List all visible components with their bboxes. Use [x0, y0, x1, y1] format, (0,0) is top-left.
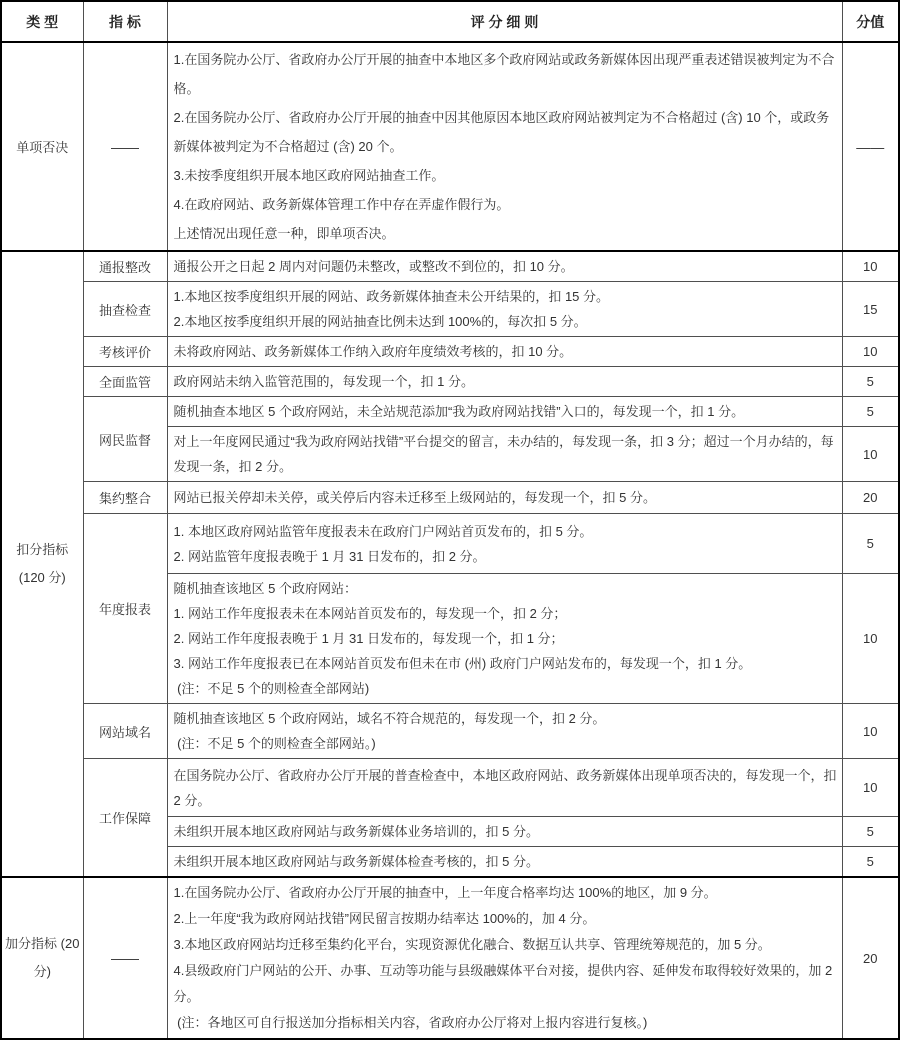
veto-detail-cell — [167, 42, 842, 251]
detail-line: 对上一年度网民通过“我为政府网站找错”平台提交的留言，未办结的，每发现一条，扣 3 分；超过一个月办结的，每发现一条，扣 2 分。 — [173, 434, 834, 474]
detail-line: 随机抽查该地区 5 个政府网站，域名不符合规范的，每发现一个，扣 2 分。 — [173, 711, 606, 726]
detail-line: 3. 网站工作年度报表已在本网站首页发布但未在市 (州) 政府门户网站发布的，每发现一个，扣 1 分。 — [173, 656, 752, 671]
score-cell: 5 — [842, 367, 899, 397]
header-col-score: 分值 — [842, 1, 899, 42]
detail-line: 随机抽查该地区 5 个政府网站： — [173, 581, 357, 596]
score-cell: 10 — [842, 337, 899, 367]
detail-line: (注：不足 5 个的则检查全部网站) — [173, 681, 370, 696]
detail-line: 4.县级政府门户网站的公开、办事、互动等功能与县级融媒体平台对接，提供内容、延伸发布取得较好效果的，加 2 分。 — [173, 963, 836, 1004]
score-cell: 5 — [842, 847, 899, 878]
detail-line: 2. 网站监管年度报表晚于 1 月 31 日发布的，扣 2 分。 — [173, 548, 486, 564]
detail-cell — [167, 427, 842, 482]
detail-line: 未组织开展本地区政府网站与政务新媒体检查考核的，扣 5 分。 — [173, 854, 539, 869]
indicator-cell: 集约整合 — [83, 482, 167, 514]
veto-indicator-dash: —— — [83, 42, 167, 251]
detail-cell — [167, 251, 842, 282]
bonus-indicator-dash: —— — [83, 877, 167, 1039]
detail-line: 2.本地区按季度组织开展的网站抽查比例未达到 100%的，每次扣 5 分。 — [173, 314, 587, 329]
deduction-row — [1, 337, 899, 367]
veto-score-dash: —— — [842, 42, 899, 251]
detail-line: 1.在国务院办公厅、省政府办公厅开展的抽查中本地区多个政府网站或政务新媒体因出现严重表述错误被判定为不合格。 — [173, 52, 835, 96]
header-col-type: 类 型 — [1, 1, 83, 42]
detail-line: 上述情况出现任意一种，即单项否决。 — [173, 226, 395, 241]
detail-line: 政府网站未纳入监管范围的，每发现一个，扣 1 分。 — [173, 374, 474, 389]
detail-line: 1.在国务院办公厅、省政府办公厅开展的抽查中，上一年度合格率均达 100%的地区，加 9 分。 — [173, 885, 717, 900]
detail-line: 1. 网站工作年度报表未在本网站首页发布的，每发现一个，扣 2 分； — [173, 606, 567, 621]
detail-cell — [167, 514, 842, 574]
score-cell: 10 — [842, 574, 899, 704]
indicator-cell: 通报整改 — [83, 251, 167, 282]
bonus-detail-cell — [167, 877, 842, 1039]
detail-line: 3.本地区政府网站均迁移至集约化平台，实现资源优化融合、数据互认共享、管理统筹规范的，加 5 分。 — [173, 937, 771, 952]
deduction-row — [1, 251, 899, 282]
deduction-row — [1, 367, 899, 397]
detail-cell — [167, 817, 842, 847]
detail-line: 通报公开之日起 2 周内对问题仍未整改，或整改不到位的，扣 10 分。 — [173, 259, 574, 274]
score-cell: 20 — [842, 482, 899, 514]
indicator-cell: 全面监管 — [83, 367, 167, 397]
indicator-cell: 考核评价 — [83, 337, 167, 367]
score-cell: 10 — [842, 251, 899, 282]
bonus-row — [1, 877, 899, 1039]
detail-line: 在国务院办公厅、省政府办公厅开展的普查检查中，本地区政府网站、政务新媒体出现单项否决的，每发现一个，扣 2 分。 — [173, 767, 841, 808]
bonus-score-cell: 20 — [842, 877, 899, 1039]
detail-cell — [167, 397, 842, 427]
veto-row — [1, 42, 899, 251]
detail-line: 4.在政府网站、政务新媒体管理工作中存在弄虚作假行为。 — [173, 197, 510, 212]
detail-cell — [167, 482, 842, 514]
score-cell: 15 — [842, 282, 899, 337]
score-cell: 10 — [842, 759, 899, 817]
score-cell: 5 — [842, 514, 899, 574]
detail-line: 3.未按季度组织开展本地区政府网站抽查工作。 — [173, 168, 445, 183]
detail-cell — [167, 847, 842, 878]
deduction-type-line2: (120 分) — [18, 570, 66, 585]
detail-cell — [167, 704, 842, 759]
deduction-row — [1, 514, 899, 574]
indicator-cell: 网民监督 — [83, 397, 167, 482]
detail-cell — [167, 759, 842, 817]
score-cell: 10 — [842, 704, 899, 759]
score-cell: 5 — [842, 817, 899, 847]
deduction-row — [1, 759, 899, 817]
detail-line: 1.本地区按季度组织开展的网站、政务新媒体抽查未公开结果的，扣 15 分。 — [173, 289, 610, 304]
header-col-detail: 评 分 细 则 — [167, 1, 842, 42]
deduction-type-line1: 扣分指标 — [16, 542, 69, 557]
indicator-cell: 网站域名 — [83, 704, 167, 759]
header-col-indicator: 指 标 — [83, 1, 167, 42]
indicator-cell: 抽查检查 — [83, 282, 167, 337]
deduction-row — [1, 397, 899, 427]
detail-line: 网站已报关停却未关停，或关停后内容未迁移至上级网站的，每发现一个，扣 5 分。 — [173, 490, 656, 505]
bonus-type-cell — [1, 877, 83, 1039]
detail-line: 2. 网站工作年度报表晚于 1 月 31 日发布的，每发现一个，扣 1 分； — [173, 631, 564, 646]
detail-line: 2.在国务院办公厅、省政府办公厅开展的抽查中因其他原因本地区政府网站被判定为不合格超过 (含) 10 个，或政务新媒体被判定为不合格超过 (含) 20 个。 — [173, 110, 830, 154]
deduction-row — [1, 282, 899, 337]
deduction-row — [1, 704, 899, 759]
detail-line: 1. 本地区政府网站监管年度报表未在政府门户网站首页发布的，扣 5 分。 — [173, 523, 593, 539]
bonus-type-line1: 加分指标 (20 — [5, 936, 80, 951]
detail-line: (注：不足 5 个的则检查全部网站。) — [173, 736, 376, 751]
detail-cell — [167, 282, 842, 337]
score-cell: 10 — [842, 427, 899, 482]
detail-line: 2.上一年度“我为政府网站找错”网民留言按期办结率达 100%的，加 4 分。 — [173, 911, 596, 926]
deduction-type-cell — [1, 251, 83, 877]
detail-cell — [167, 337, 842, 367]
indicator-cell: 工作保障 — [83, 759, 167, 878]
detail-line: 随机抽查本地区 5 个政府网站，未全站规范添加“我为政府网站找错”入口的，每发现一个，扣 1 分。 — [173, 404, 745, 419]
detail-cell — [167, 574, 842, 704]
detail-line: 未组织开展本地区政府网站与政务新媒体业务培训的，扣 5 分。 — [173, 824, 539, 839]
detail-line: 未将政府网站、政务新媒体工作纳入政府年度绩效考核的，扣 10 分。 — [173, 344, 573, 359]
detail-line: (注：各地区可自行报送加分指标相关内容，省政府办公厅将对上报内容进行复核。) — [173, 1015, 648, 1030]
deduction-row — [1, 482, 899, 514]
score-cell: 5 — [842, 397, 899, 427]
bonus-type-line2: 分) — [33, 964, 51, 979]
header-row — [1, 1, 899, 42]
detail-cell — [167, 367, 842, 397]
veto-type-cell: 单项否决 — [1, 42, 83, 251]
indicator-cell: 年度报表 — [83, 514, 167, 704]
